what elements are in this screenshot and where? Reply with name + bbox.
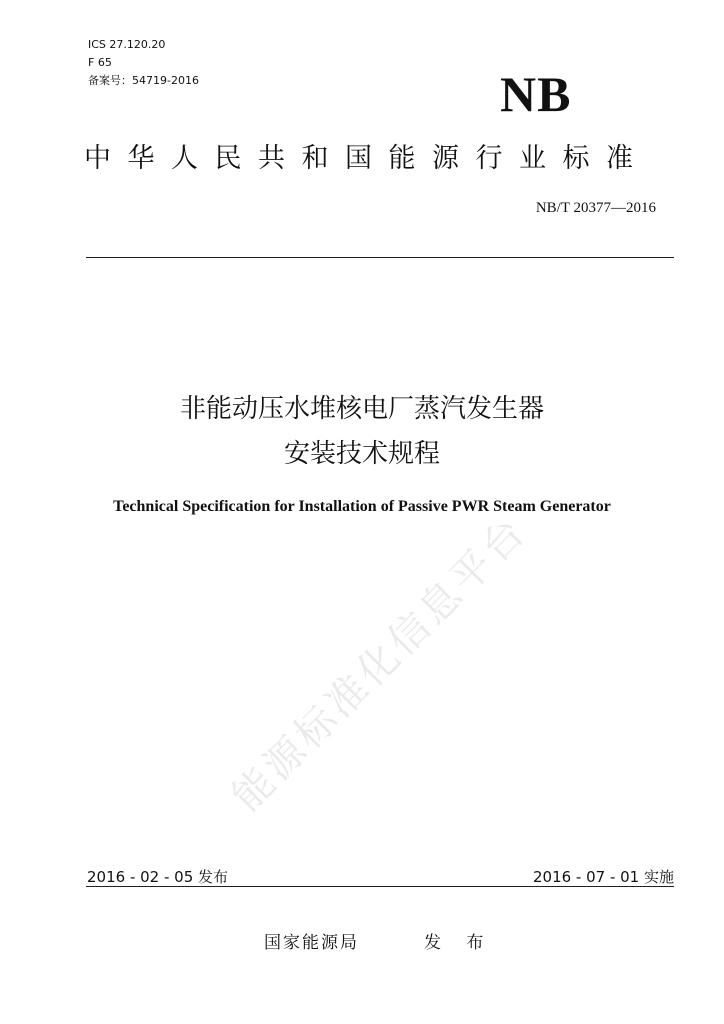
nb-logo: NB	[500, 66, 572, 122]
top-divider	[86, 257, 674, 258]
classification-code: F 65	[88, 56, 112, 69]
organization-title: 中华人民共和国能源行业标准	[84, 143, 650, 174]
title-zh-line1: 非能动压水堆核电厂蒸汽发生器	[179, 394, 544, 424]
title-zh-line2: 安装技术规程	[283, 439, 440, 469]
bottom-divider	[86, 886, 674, 887]
standard-number: NB/T 20377—2016	[535, 200, 656, 216]
registration-number: 备案号：54719-2016	[88, 74, 199, 87]
implementation-date: 2016 - 07 - 01 实施	[532, 868, 674, 886]
publisher-name: 国家能源局	[264, 933, 359, 953]
publish-date: 2016 - 02 - 05 发布	[87, 868, 229, 886]
title-en: Technical Specification for Installation of Passive PWR Steam Generator	[113, 498, 611, 515]
publish-verb: 发 布	[424, 933, 494, 953]
watermark-text: 能源标准化信息平台	[223, 507, 537, 821]
ics-code: ICS 27.120.20	[88, 38, 166, 51]
